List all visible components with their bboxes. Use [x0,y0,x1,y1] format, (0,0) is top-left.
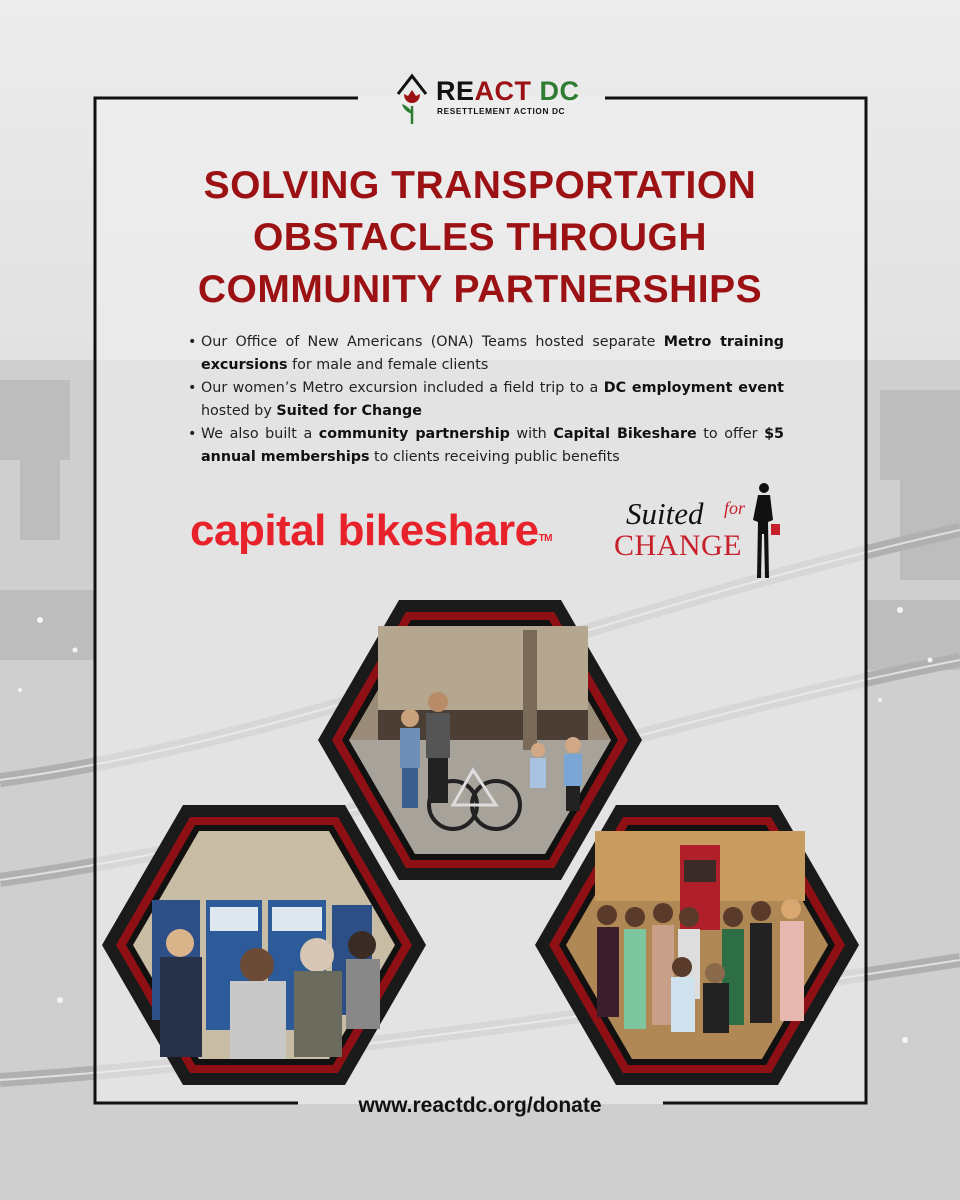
donate-link[interactable]: www.reactdc.org/donate [358,1094,602,1117]
brand-name-suffix: DC [539,76,580,106]
brand-name-middle: ACT [474,76,532,106]
photo-hexagon-right [535,805,859,1085]
bullet-text: hosted by [201,403,277,419]
highlights-list [188,331,784,469]
bullet-text: with [509,426,554,442]
for-word: for [724,498,746,518]
bullet-text: to clients receiving public benefits [369,449,620,465]
list-item [188,331,784,377]
trademark-mark: TM [538,533,553,544]
photo-hexagon-left [102,805,426,1085]
bullet-emphasis: Capital Bikeshare [553,426,697,442]
brand-name-prefix: RE [436,76,475,106]
title-line-1: SOLVING TRANSPORTATION [203,164,757,207]
bullet-emphasis: $5 annual memberships [201,426,784,465]
bullet-text: Our Office of New Americans (ONA) Teams hosted separate [201,334,664,350]
bullet-text: Our women’s Metro excursion included a field trip to a [201,380,604,396]
title-line-2: OBSTACLES THROUGH [252,216,708,259]
page-title [120,160,840,316]
list-item [188,377,784,423]
bullet-emphasis: community partnership [318,426,510,442]
bullet-emphasis: Metro training excursions [201,334,784,373]
bullet-text: We also built a [201,426,319,442]
bullet-text: for male and female clients [287,357,489,373]
brand-tagline: RESETTLEMENT ACTION DC [437,106,566,116]
capital-bikeshare-wordmark: capital bikeshare [190,506,539,555]
bullet-text: to offer [696,426,765,442]
bullet-emphasis: DC employment event [603,380,784,396]
title-line-3: COMMUNITY PARTNERSHIPS [197,268,763,311]
brand-wordmark [436,76,580,106]
list-item [188,423,784,469]
capital-bikeshare-logo [190,503,552,559]
suited-word: Suited [626,496,704,531]
bullet-emphasis: Suited for Change [276,403,422,419]
change-word: CHANGE [614,529,742,562]
